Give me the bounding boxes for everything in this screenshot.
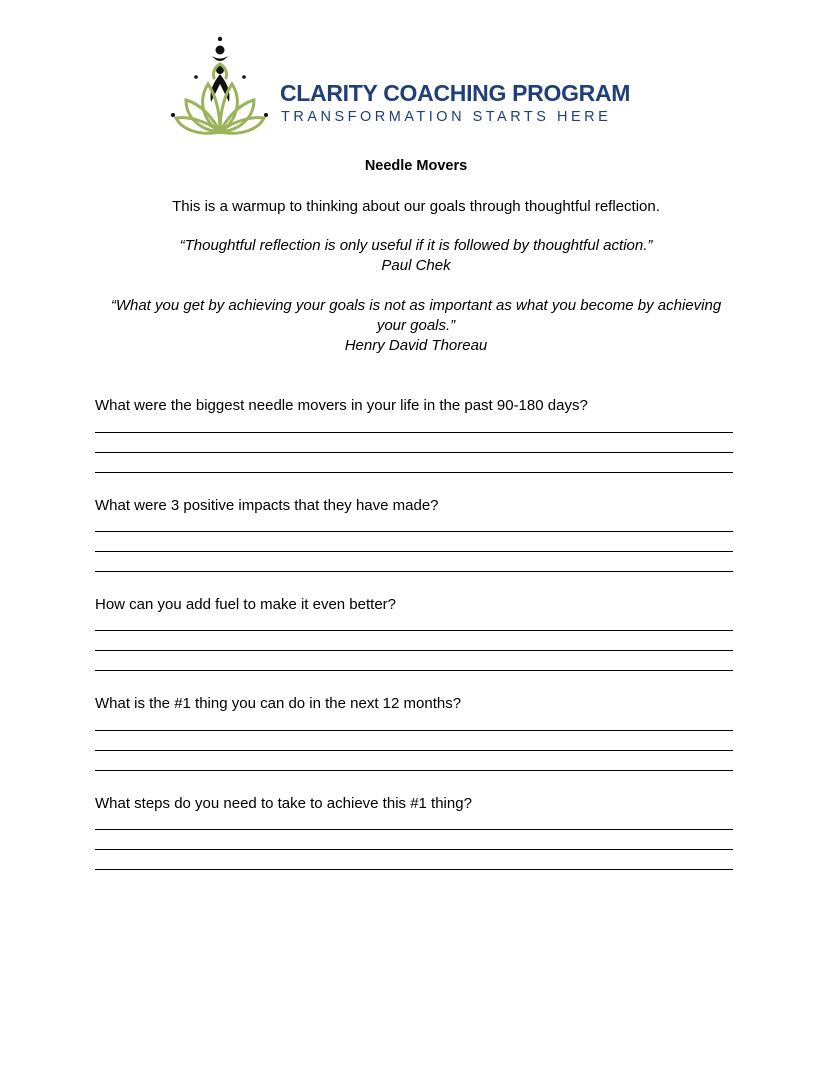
intro-text: This is a warmup to thinking about our goals through thoughtful reflection. xyxy=(172,198,660,215)
answer-line[interactable] xyxy=(95,531,733,532)
brand-logo xyxy=(168,34,638,138)
answer-line[interactable] xyxy=(95,869,733,870)
answer-line[interactable] xyxy=(95,730,733,731)
quote-2-text-line-1: “What you get by achieving your goals is not as important as what you become by achieving xyxy=(110,297,722,314)
question-1: What were the biggest needle movers in your life in the past 90-180 days? xyxy=(95,397,588,414)
question-5: What steps do you need to take to achieve this #1 thing? xyxy=(95,795,472,812)
answer-line[interactable] xyxy=(95,670,733,671)
question-4: What is the #1 thing you can do in the next 12 months? xyxy=(95,695,462,712)
page-title: Needle Movers xyxy=(364,158,468,174)
brand-tagline: TRANSFORMATION STARTS HERE xyxy=(281,109,612,125)
brand-title: CLARITY COACHING PROGRAM xyxy=(280,80,631,106)
quote-2-text-line-2: your goals.” xyxy=(376,317,456,334)
answer-line[interactable] xyxy=(95,452,733,453)
quote-2-author: Henry David Thoreau xyxy=(344,337,488,354)
answer-line[interactable] xyxy=(95,849,733,850)
question-3: How can you add fuel to make it even better? xyxy=(95,596,397,613)
answer-line[interactable] xyxy=(95,571,733,572)
answer-line[interactable] xyxy=(95,432,733,433)
question-2: What were 3 positive impacts that they have made? xyxy=(95,497,439,514)
answer-line[interactable] xyxy=(95,630,733,631)
quote-1-text: “Thoughtful reflection is only useful if it is followed by thoughtful action.” xyxy=(179,237,653,254)
answer-line[interactable] xyxy=(95,472,733,473)
quote-1-author: Paul Chek xyxy=(381,257,451,274)
answer-line[interactable] xyxy=(95,750,733,751)
answer-line[interactable] xyxy=(95,770,733,771)
answer-line[interactable] xyxy=(95,829,733,830)
lotus-logo-icon xyxy=(168,34,272,138)
answer-line[interactable] xyxy=(95,650,733,651)
answer-line[interactable] xyxy=(95,551,733,552)
